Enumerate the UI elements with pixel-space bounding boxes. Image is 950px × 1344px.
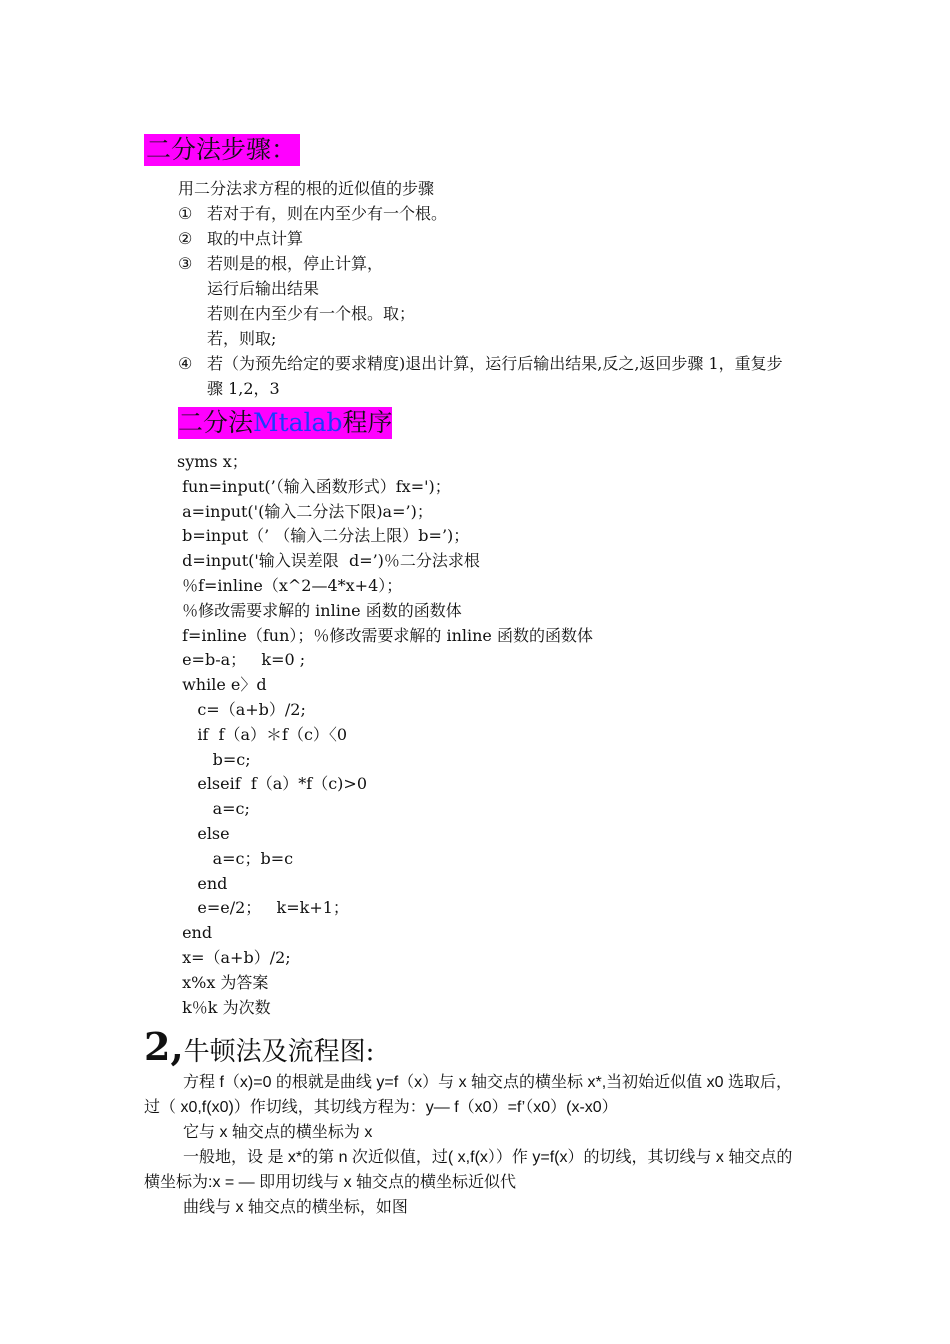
step-number: ④ bbox=[178, 354, 193, 373]
code-line: syms x； bbox=[177, 452, 248, 471]
code-line: k％k 为次数 bbox=[177, 997, 271, 1017]
code-line: c=（a+b）/2; bbox=[177, 699, 306, 719]
step-line bbox=[178, 276, 818, 301]
step-number bbox=[178, 301, 207, 326]
code-line: if f（a）＊f（c）〈0 bbox=[177, 724, 348, 744]
heading-text: 牛顿法及流程图: bbox=[183, 1037, 375, 1067]
code-line: while e〉d bbox=[177, 675, 267, 695]
matlab-program-heading bbox=[178, 407, 392, 439]
step-number: ② bbox=[178, 229, 193, 248]
code-line: x=（a+b）/2; bbox=[177, 947, 291, 967]
bisection-steps bbox=[178, 176, 818, 401]
code-line: a=c；b=c bbox=[177, 848, 294, 868]
code-line: ％f=inline（x^2—4*x+4）； bbox=[177, 575, 403, 595]
step-number: ① bbox=[178, 204, 193, 223]
code-line: a=c; bbox=[177, 799, 250, 819]
step-text: 运行后输出结果 bbox=[207, 279, 320, 298]
heading-suffix: 程序 bbox=[342, 408, 393, 437]
heading-number: 2, bbox=[144, 1024, 184, 1069]
steps-intro: 用二分法求方程的根的近似值的步骤 bbox=[178, 179, 435, 198]
newton-method-body bbox=[144, 1070, 804, 1220]
step-text: 若对于有，则在内至少有一个根。 bbox=[207, 204, 448, 223]
code-line: ％修改需要求解的 inline 函数的函数体 bbox=[177, 600, 462, 620]
step-line bbox=[178, 351, 818, 376]
bisection-steps-heading: 二分法步骤： bbox=[144, 134, 300, 166]
step-text: 若则在内至少有一个根。取； bbox=[207, 304, 416, 323]
step-text: 若则是的根，停止计算， bbox=[207, 254, 384, 273]
code-line: elseif f（a）*f（c)>0 bbox=[177, 774, 367, 794]
code-line: fun=input(’（输入函数形式）fx=')； bbox=[177, 476, 451, 496]
newton-paragraph: 曲线与 x 轴交点的横坐标，如图 bbox=[183, 1199, 408, 1216]
code-line: a=input('(输入二分法下限)a=’)； bbox=[177, 501, 433, 521]
step-text: 若，则取; bbox=[207, 329, 277, 348]
heading-prefix: 二分法 bbox=[178, 408, 254, 437]
step-text: 骤 1,2，3 bbox=[207, 379, 280, 398]
step-number bbox=[178, 376, 207, 401]
heading-mtalab: Mtalab bbox=[253, 408, 343, 437]
step-number bbox=[178, 276, 207, 301]
step-text: 取的中点计算 bbox=[207, 229, 304, 248]
code-line: end bbox=[177, 873, 228, 893]
newton-paragraph: 一般地，设 是 x*的第 n 次近似值，过( x,f(x））作 y=f(x）的切线，其切线与 x 轴交点的横坐标为:x = — 即用切线与 x 轴交点的横坐标近似代 bbox=[144, 1149, 793, 1191]
step-text: 若（为预先给定的要求精度)退出计算，运行后输出结果,反之,返回步骤 1，重复步 bbox=[207, 354, 783, 373]
step-number bbox=[178, 326, 207, 351]
code-line: d=input('输入误差限 d=’)％二分法求根 bbox=[177, 551, 480, 571]
step-line bbox=[178, 226, 818, 251]
code-line: b=input（’ （输入二分法上限）b=’)； bbox=[177, 526, 470, 546]
step-line bbox=[178, 326, 818, 351]
matlab-code-block bbox=[177, 450, 593, 1020]
step-line bbox=[178, 301, 818, 326]
code-line: x%x 为答案 bbox=[177, 972, 269, 992]
steps-list bbox=[178, 201, 818, 401]
code-line: else bbox=[177, 823, 230, 843]
newton-paragraph: 方程 f（x)=0 的根就是曲线 y=f（x）与 x 轴交点的横坐标 x*,当初始近似值 x0 选取后，过（ x0,f(x0)）作切线，其切线方程为：y— f（x0）=f’（x0）(x-x0） bbox=[144, 1074, 792, 1116]
step-number: ③ bbox=[178, 254, 193, 273]
newton-paragraph: 它与 x 轴交点的横坐标为 x bbox=[183, 1124, 373, 1141]
code-line: end bbox=[177, 923, 213, 943]
code-line: e=e/2； k=k+1； bbox=[177, 898, 349, 918]
code-line: e=b-a； k=0 ; bbox=[177, 650, 306, 670]
step-line bbox=[178, 376, 818, 401]
newton-method-heading bbox=[144, 1024, 374, 1075]
code-line: f=inline（fun）；％修改需要求解的 inline 函数的函数体 bbox=[177, 625, 593, 645]
step-line bbox=[178, 201, 818, 226]
code-line: b=c; bbox=[177, 749, 251, 769]
step-line bbox=[178, 251, 818, 276]
